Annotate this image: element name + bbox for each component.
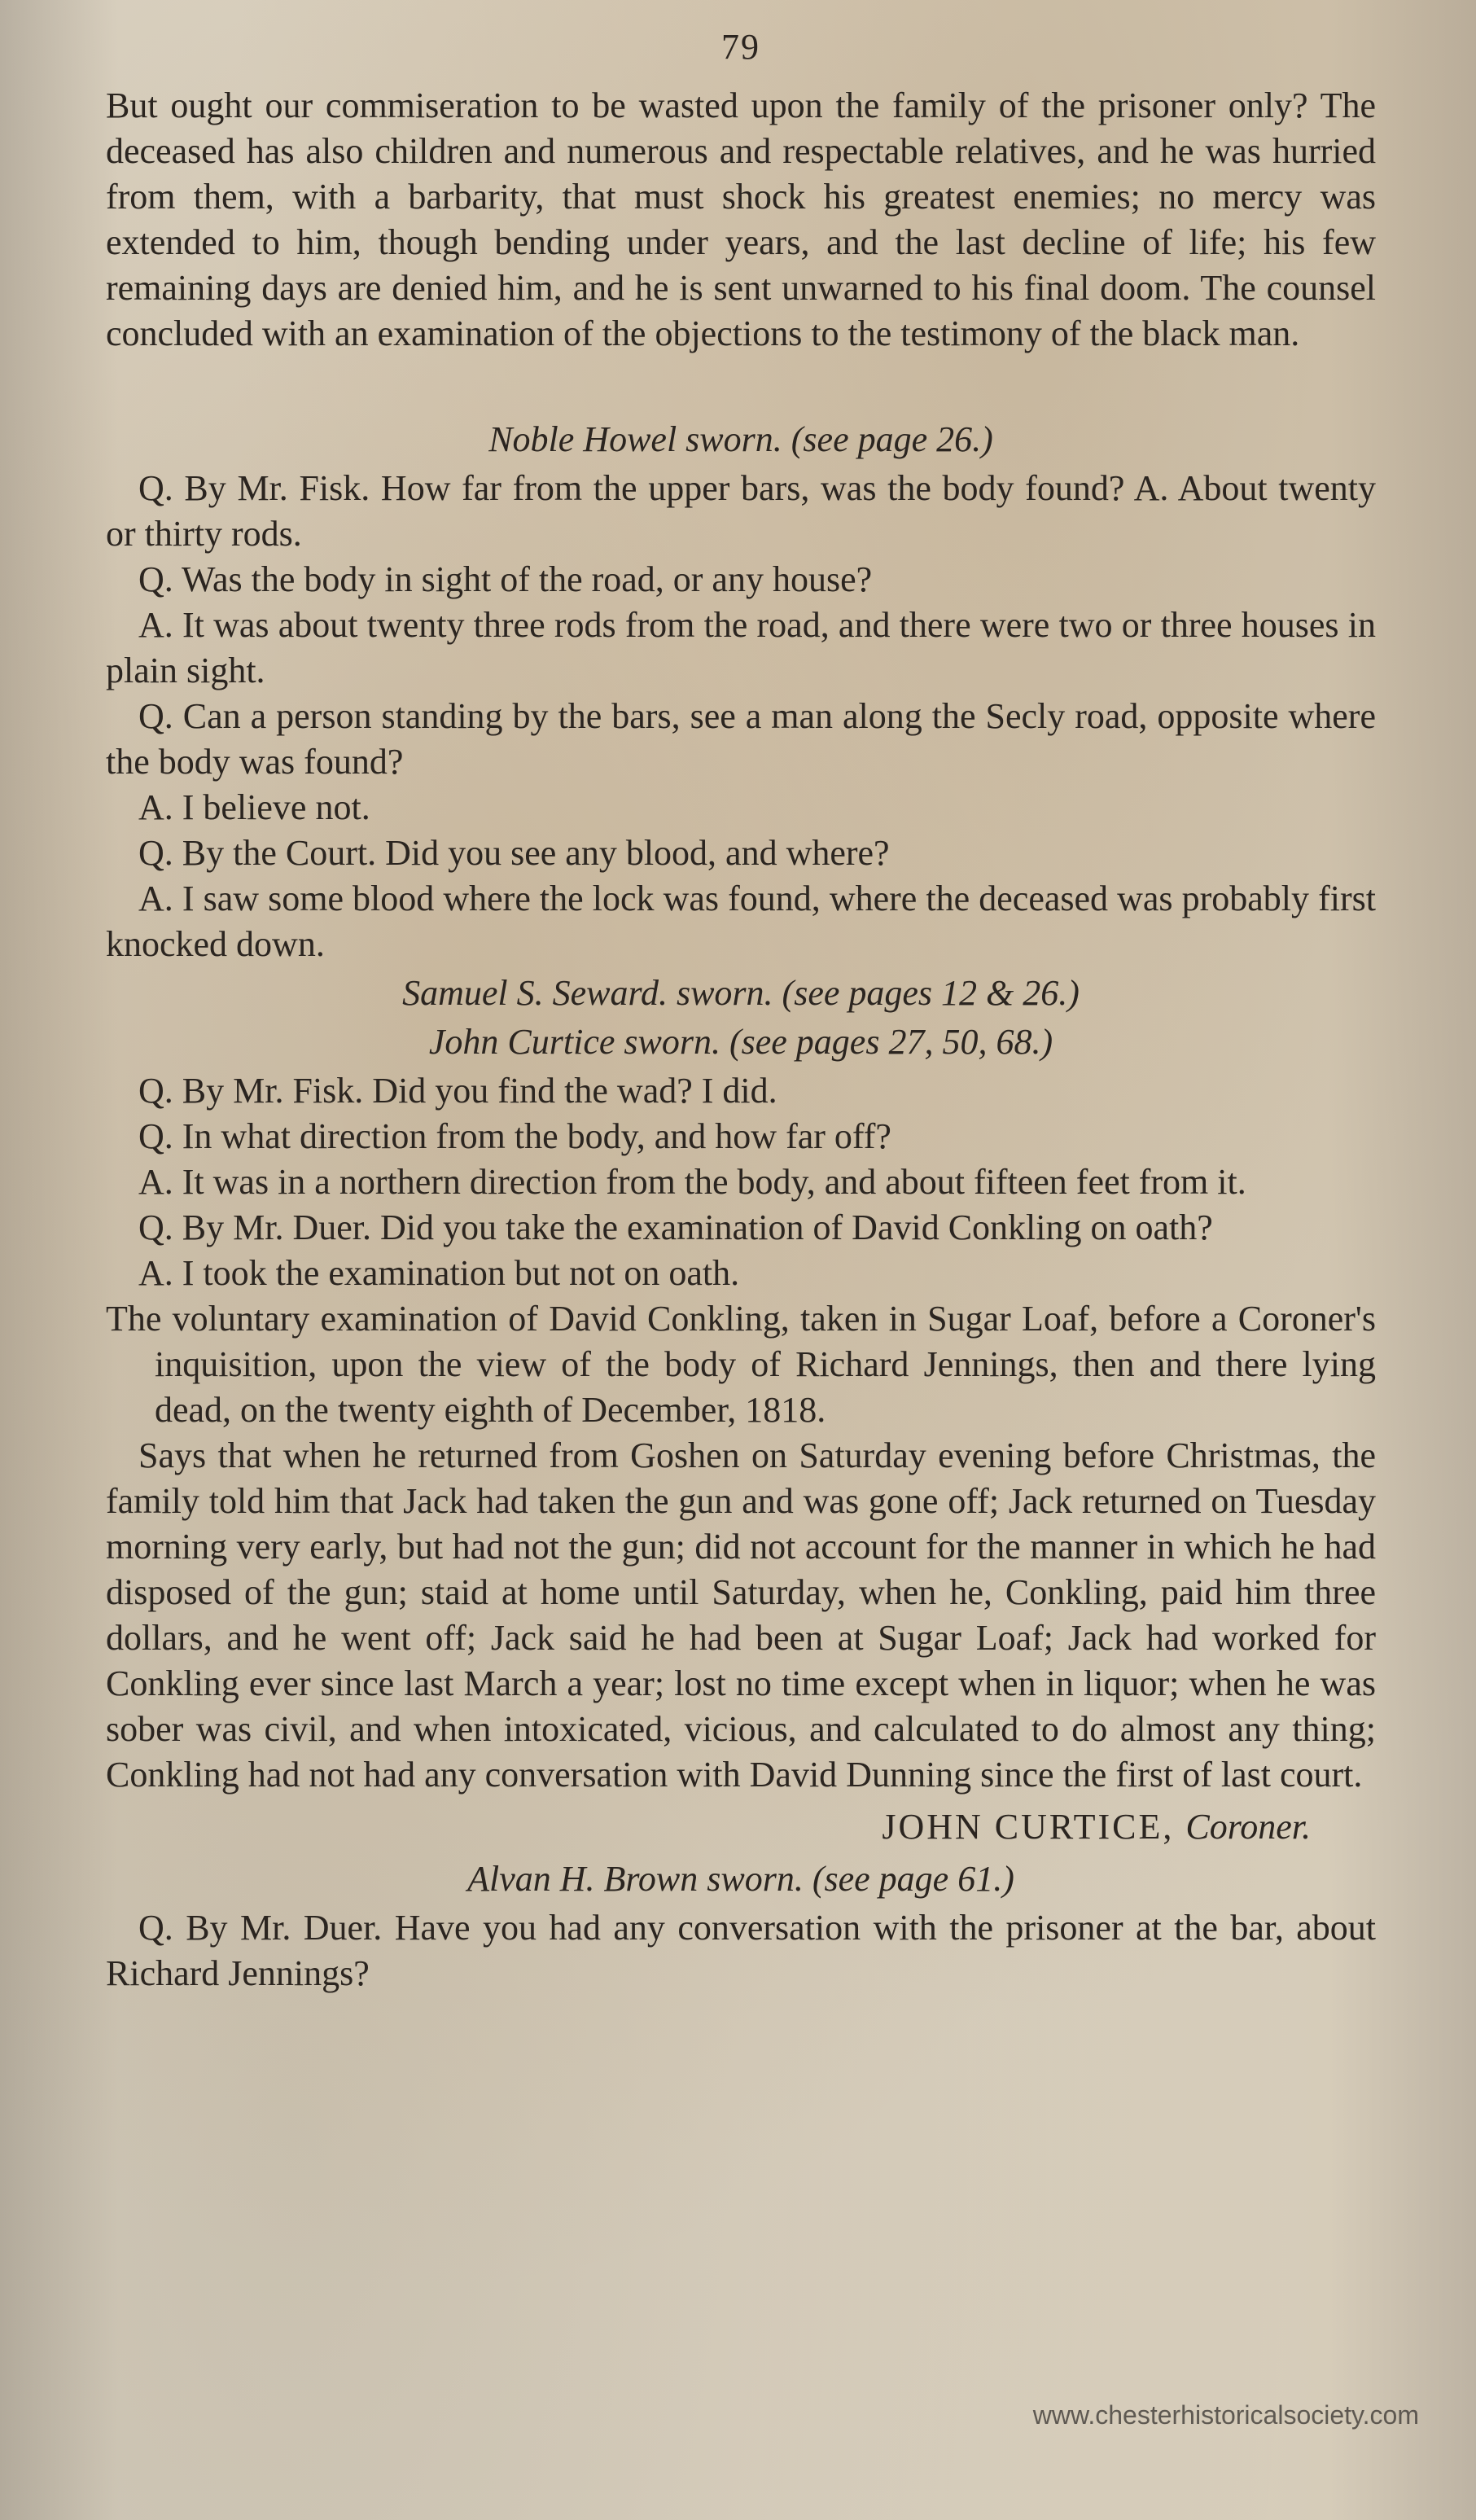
testimony-line: Q. By Mr. Duer. Have you had any conversation with the prisoner at the bar, about Richard Jennings? [106, 1908, 1376, 1993]
witness-heading-samuel-seward: Samuel S. Seward. sworn. (see pages 12 & 26.) [402, 973, 1080, 1013]
page-number: 79 [721, 27, 760, 67]
testimony-line: Q. Can a person standing by the bars, see a man along the Secly road, opposite where the body was found? [106, 696, 1376, 782]
intro-paragraph: But ought our commiseration to be wasted upon the family of the prisoner only? The deceased has also children and numerous and respectable relatives, and he was hurried from them, with a barbarity, that must shock his greatest enemies; no mercy was extended to him, though bending under years, and the last decline of life; his few remaining days are denied him, and he is sent unwarned to his final doom. The counsel concluded with an examination of the objections to the testimony of the black man. [106, 85, 1376, 353]
watermark-url: www.chesterhistoricalsociety.com [1032, 2400, 1419, 2430]
examination-body: Says that when he returned from Goshen on Saturday evening before Christmas, the family told him that Jack had taken the gun and was gone off; Jack returned on Tuesday morning very early, but had not the gun; did not account for the manner in which he had disposed of the gun; staid at home until Saturday, when he, Conkling, paid him three dollars, and he went off; Jack said he had been at Sugar Loaf; Jack had worked for Conkling ever since last March a year; lost no time except when in liquor; when he was sober was civil, and when intoxicated, vicious, and calculated to do almost any thing; Conkling had not had any conversation with David Dunning since the first of last court. [106, 1435, 1376, 1795]
testimony-line: A. I believe not. [138, 787, 370, 827]
examination-intro: The voluntary examination of David Conkling, taken in Sugar Loaf, before a Coroner's inquisition, upon the view of the body of Richard Jennings, then and there lying dead, on the twenty eighth of December, 1818. [106, 1299, 1376, 1430]
testimony-line: A. It was about twenty three rods from the road, and there were two or three houses in plain sight. [106, 605, 1376, 690]
witness-heading-alvan-brown: Alvan H. Brown sworn. (see page 61.) [467, 1859, 1014, 1899]
testimony-line: Q. By the Court. Did you see any blood, and where? [138, 833, 890, 873]
signature-role: Coroner. [1185, 1807, 1311, 1847]
testimony-line: Q. In what direction from the body, and how far off? [138, 1116, 891, 1156]
witness-heading-john-curtice: John Curtice sworn. (see pages 27, 50, 68.) [428, 1022, 1053, 1062]
testimony-line: Q. By Mr. Duer. Did you take the examination of David Conkling on oath? [138, 1207, 1213, 1247]
testimony-line: Q. By Mr. Fisk. Did you find the wad? I did. [138, 1071, 777, 1111]
testimony-line: A. It was in a northern direction from the body, and about fifteen feet from it. [138, 1162, 1246, 1202]
coroner-signature [106, 1804, 1376, 1850]
page-text [106, 24, 1376, 1996]
section-gap [106, 357, 1376, 414]
witness-heading-noble-howel: Noble Howel sworn. (see page 26.) [488, 419, 993, 459]
testimony-line: A. I saw some blood where the lock was found, where the deceased was probably first knocked down. [106, 879, 1376, 964]
testimony-line: Q. By Mr. Fisk. How far from the upper bars, was the body found? A. About twenty or thirty rods. [106, 468, 1376, 554]
signature-name: JOHN CURTICE, [882, 1807, 1175, 1847]
testimony-line: Q. Was the body in sight of the road, or any house? [138, 559, 873, 599]
testimony-line: A. I took the examination but not on oath. [138, 1253, 740, 1293]
